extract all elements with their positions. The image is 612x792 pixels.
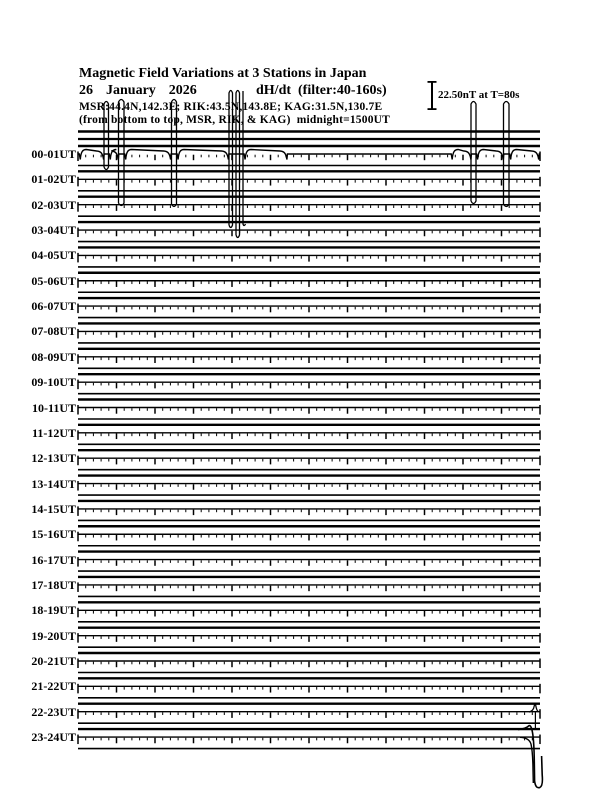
row-label: 16-17UT: [31, 552, 76, 567]
hour-row: [78, 349, 540, 369]
row-label: 01-02UT: [31, 172, 76, 187]
row-label: 08-09UT: [31, 349, 76, 364]
hour-row: [78, 729, 540, 749]
impulse-spike: [104, 102, 109, 170]
impulse-spike: [119, 100, 125, 206]
hour-row: [78, 476, 540, 496]
row-label: 06-07UT: [31, 299, 76, 314]
hour-row: [78, 298, 540, 318]
hour-row: [78, 678, 540, 698]
impulse-spike: [471, 102, 476, 204]
hour-row: [78, 425, 540, 445]
row-label: 04-05UT: [31, 248, 76, 263]
row-label: 11-12UT: [31, 425, 76, 440]
hour-row: [78, 247, 540, 267]
hour-row: [78, 577, 540, 597]
stations-coordinates: MSR:44.4N,142.3E; RIK:43.5N,143.8E; KAG:31.5N,130.7E: [79, 101, 383, 113]
late-event-spike: [529, 704, 539, 712]
row-label: 14-15UT: [31, 501, 76, 516]
row-label: 20-21UT: [31, 654, 76, 668]
row-label: 05-06UT: [31, 273, 76, 288]
hour-row: [78, 450, 540, 470]
impulse-spike: [229, 91, 233, 228]
row-label: 21-22UT: [31, 679, 76, 694]
row-label: 23-24UT: [31, 730, 76, 745]
hour-row: [78, 653, 540, 673]
late-event-plunge-inner: [520, 737, 533, 783]
row-label: 09-10UT: [31, 375, 76, 390]
late-event-plunge: [518, 726, 542, 788]
row-label: 07-08UT: [31, 324, 76, 339]
row-label: 10-11UT: [31, 400, 76, 415]
hour-row: [78, 222, 540, 242]
row-label: 17-18UT: [31, 577, 76, 592]
hour-row: [78, 374, 540, 394]
hour-row: [78, 602, 540, 622]
hour-row: [78, 323, 540, 343]
chart-title: Magnetic Field Variations at 3 Stations in Japan: [79, 66, 367, 81]
dhdt-filter-label: dH/dt (filter:40-160s): [256, 83, 387, 98]
row-label: 15-16UT: [31, 527, 76, 542]
chart-date: 26 January 2026: [79, 83, 197, 98]
hour-row: [78, 628, 540, 648]
row-label: 18-19UT: [31, 603, 76, 618]
hour-row: [78, 501, 540, 521]
hour-row: [78, 552, 540, 572]
hour-row: [78, 400, 540, 420]
row-label: 00-01UT: [31, 147, 76, 161]
row-label: 19-20UT: [31, 628, 76, 643]
row-label: 13-14UT: [31, 476, 76, 491]
row-label: 12-13UT: [31, 451, 76, 466]
hour-row: [78, 704, 540, 724]
amplitude-scale-bar: [428, 81, 437, 110]
row-label: 22-23UT: [31, 704, 76, 719]
amplitude-scale-label: 22.50nT at T=80s: [438, 89, 520, 101]
hour-row: [78, 526, 540, 546]
hour-row: [78, 273, 540, 293]
row-label: 02-03UT: [31, 197, 76, 212]
row-label: 03-04UT: [31, 223, 76, 238]
stack-order-note: (from bottom to top, MSR, RIK, & KAG) midnight=1500UT: [79, 114, 391, 126]
